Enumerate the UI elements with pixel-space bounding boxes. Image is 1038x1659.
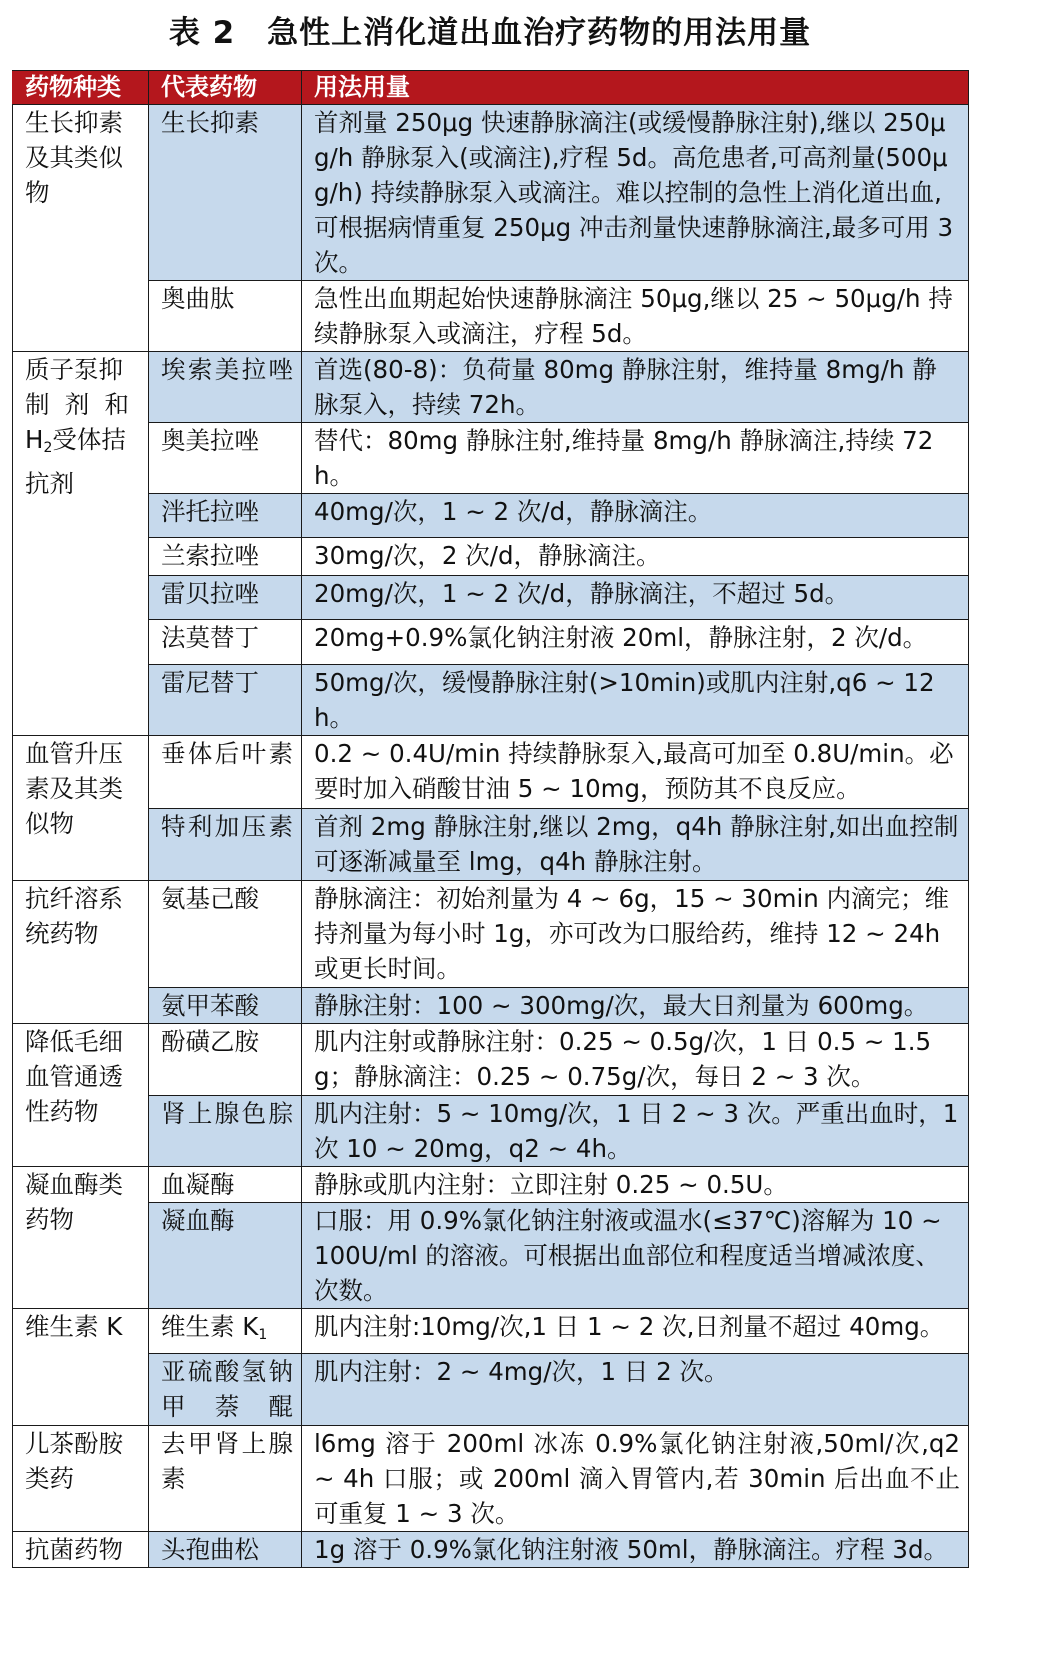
table-row [13, 1203, 969, 1309]
usage-cell: 替代：80mg 静脉注射,维持量 8mg/h 静脉滴注,持续 72h。 [302, 423, 969, 494]
drug-name: 肾上腺色腙 [161, 1099, 293, 1128]
usage-cell: 口服：用 0.9%氯化钠注射液或温水(≤37℃)溶解为 10 ~ 100U/ml 的溶液。可根据出血部位和程度适当增减浓度、次数。 [302, 1203, 969, 1309]
drug-cell [149, 1354, 302, 1426]
drug-cell [149, 352, 302, 423]
usage-cell: 肌内注射：5 ~ 10mg/次，1 日 2 ~ 3 次。严重出血时，1 次 10 ~ 20mg，q2 ~ 4h。 [302, 1096, 969, 1167]
drug-usage-table [12, 70, 969, 1568]
drug-cell: 氨基己酸 [149, 881, 302, 988]
usage-cell: 急性出血期起始快速静脉滴注 50μg,继以 25 ~ 50μg/h 持续静脉泵入或滴注，疗程 5d。 [302, 281, 969, 352]
table-row [13, 494, 969, 538]
table-row [13, 665, 969, 736]
drug-cell: 头孢曲松 [149, 1532, 302, 1568]
drug-cell: 法莫替丁 [149, 620, 302, 665]
drug-cell: 氨甲苯酸 [149, 988, 302, 1024]
drug-cell [149, 1426, 302, 1532]
usage-cell: 0.2 ~ 0.4U/min 持续静脉泵入,最高可加至 0.8U/min。必要时加入硝酸甘油 5 ~ 10mg，预防其不良反应。 [302, 736, 969, 809]
drug-cell: 酚磺乙胺 [149, 1024, 302, 1096]
drug-name: 特利加压素 [161, 812, 293, 841]
usage-cell: 1g 溶于 0.9%氯化钠注射液 50ml，静脉滴注。疗程 3d。 [302, 1532, 969, 1568]
drug-name: 维生素 K [161, 1312, 259, 1341]
category-cell: 降低毛细血管通透性药物 [13, 1024, 149, 1167]
usage-cell: 20mg/次，1 ~ 2 次/d，静脉滴注，不超过 5d。 [302, 576, 969, 620]
drug-cell [149, 736, 302, 809]
table-row [13, 1309, 969, 1354]
drug-subscript: 1 [258, 1327, 268, 1343]
drug-name: 垂体后叶素 [161, 739, 293, 768]
table-row [13, 1167, 969, 1203]
table-row [13, 576, 969, 620]
table-row [13, 352, 969, 423]
category-cell: 抗菌药物 [13, 1532, 149, 1568]
drug-cell [149, 1309, 302, 1354]
drug-cell: 雷贝拉唑 [149, 576, 302, 620]
usage-text: l6mg 溶于 200ml 冰冻 0.9%氯化钠注射液,50ml/次,q2 ~ 4h 口服；或 200ml 滴入胃管内,若 30min 后出血不止可重复 1 ~ 3 次。 [314, 1429, 960, 1528]
table-row [13, 809, 969, 881]
category-cell: 维生素 K [13, 1309, 149, 1426]
usage-cell: 首剂 2mg 静脉注射,继以 2mg，q4h 静脉注射,如出血控制可逐渐减量至 lmg，q4h 静脉注射。 [302, 809, 969, 881]
table-row [13, 281, 969, 352]
category-text: 受体拮 [52, 425, 126, 454]
category-text: 质子泵抑 [25, 355, 123, 384]
usage-cell: 首选(80-8)：负荷量 80mg 静脉注射，维持量 8mg/h 静脉泵入，持续 72h。 [302, 352, 969, 423]
drug-cell: 血凝酶 [149, 1167, 302, 1203]
table-row [13, 620, 969, 665]
usage-cell: 50mg/次，缓慢静脉注射(>10min)或肌内注射,q6 ~ 12h。 [302, 665, 969, 736]
table-row [13, 736, 969, 809]
table-row [13, 1354, 969, 1426]
table-row [13, 1024, 969, 1096]
drug-cell: 兰索拉唑 [149, 538, 302, 576]
usage-cell [302, 1426, 969, 1532]
table-row [13, 1096, 969, 1167]
usage-cell: 静脉滴注：初始剂量为 4 ~ 6g，15 ~ 30min 内滴完；维持剂量为每小时 1g，亦可改为口服给药，维持 12 ~ 24h 或更长时间。 [302, 881, 969, 988]
page-title: 表 2 急性上消化道出血治疗药物的用法用量 [168, 15, 812, 51]
usage-cell: 静脉或肌内注射：立即注射 0.25 ~ 0.5U。 [302, 1167, 969, 1203]
usage-cell: 肌内注射:10mg/次,1 日 1 ~ 2 次,日剂量不超过 40mg。 [302, 1309, 969, 1354]
table-row [13, 1426, 969, 1532]
header-drug: 代表药物 [149, 71, 302, 105]
table-header-row [13, 71, 969, 105]
header-category: 药物种类 [13, 71, 149, 105]
drug-cell: 生长抑素 [149, 105, 302, 281]
table-row [13, 105, 969, 281]
category-cell [13, 352, 149, 736]
category-text: H [25, 425, 44, 454]
drug-name: 埃索美拉唑 [161, 355, 293, 384]
table-row [13, 988, 969, 1024]
drug-cell: 雷尼替丁 [149, 665, 302, 736]
drug-cell [149, 1096, 302, 1167]
usage-cell: 静脉注射：100 ~ 300mg/次，最大日剂量为 600mg。 [302, 988, 969, 1024]
usage-cell: 首剂量 250μg 快速静脉滴注(或缓慢静脉注射),继以 250μg/h 静脉泵入(或滴注),疗程 5d。高危患者,可高剂量(500μg/h) 持续静脉泵入或滴注。难以控制的急性上消化道出血,可根据病情重复 250μg 冲击剂量快速静脉滴注,最多可用 3 次。 [302, 105, 969, 281]
category-cell: 抗纤溶系统药物 [13, 881, 149, 1024]
drug-cell: 泮托拉唑 [149, 494, 302, 538]
drug-cell: 奥曲肽 [149, 281, 302, 352]
category-text: 制剂和 [25, 390, 129, 419]
drug-name: 亚硫酸氢钠甲萘醌 [161, 1357, 293, 1421]
category-cell: 凝血酶类药物 [13, 1167, 149, 1309]
table-row [13, 423, 969, 494]
category-cell: 血管升压素及其类似物 [13, 736, 149, 881]
usage-cell: 肌内注射：2 ~ 4mg/次，1 日 2 次。 [302, 1354, 969, 1426]
table-row [13, 881, 969, 988]
drug-cell: 凝血酶 [149, 1203, 302, 1309]
category-text: 抗剂 [25, 469, 74, 498]
table-row [13, 538, 969, 576]
usage-cell: 20mg+0.9%氯化钠注射液 20ml，静脉注射，2 次/d。 [302, 620, 969, 665]
drug-cell: 奥美拉唑 [149, 423, 302, 494]
drug-name: 去甲肾上腺素 [161, 1429, 293, 1493]
drug-cell [149, 809, 302, 881]
table-row [13, 1532, 969, 1568]
category-cell: 生长抑素及其类似物 [13, 105, 149, 352]
category-subscript: 2 [43, 440, 53, 456]
header-usage: 用法用量 [302, 71, 969, 105]
usage-cell: 30mg/次，2 次/d，静脉滴注。 [302, 538, 969, 576]
category-cell: 儿茶酚胺类药 [13, 1426, 149, 1532]
usage-cell: 40mg/次，1 ~ 2 次/d，静脉滴注。 [302, 494, 969, 538]
usage-cell: 肌内注射或静脉注射：0.25 ~ 0.5g/次，1 日 0.5 ~ 1.5g；静脉滴注：0.25 ~ 0.75g/次，每日 2 ~ 3 次。 [302, 1024, 969, 1096]
